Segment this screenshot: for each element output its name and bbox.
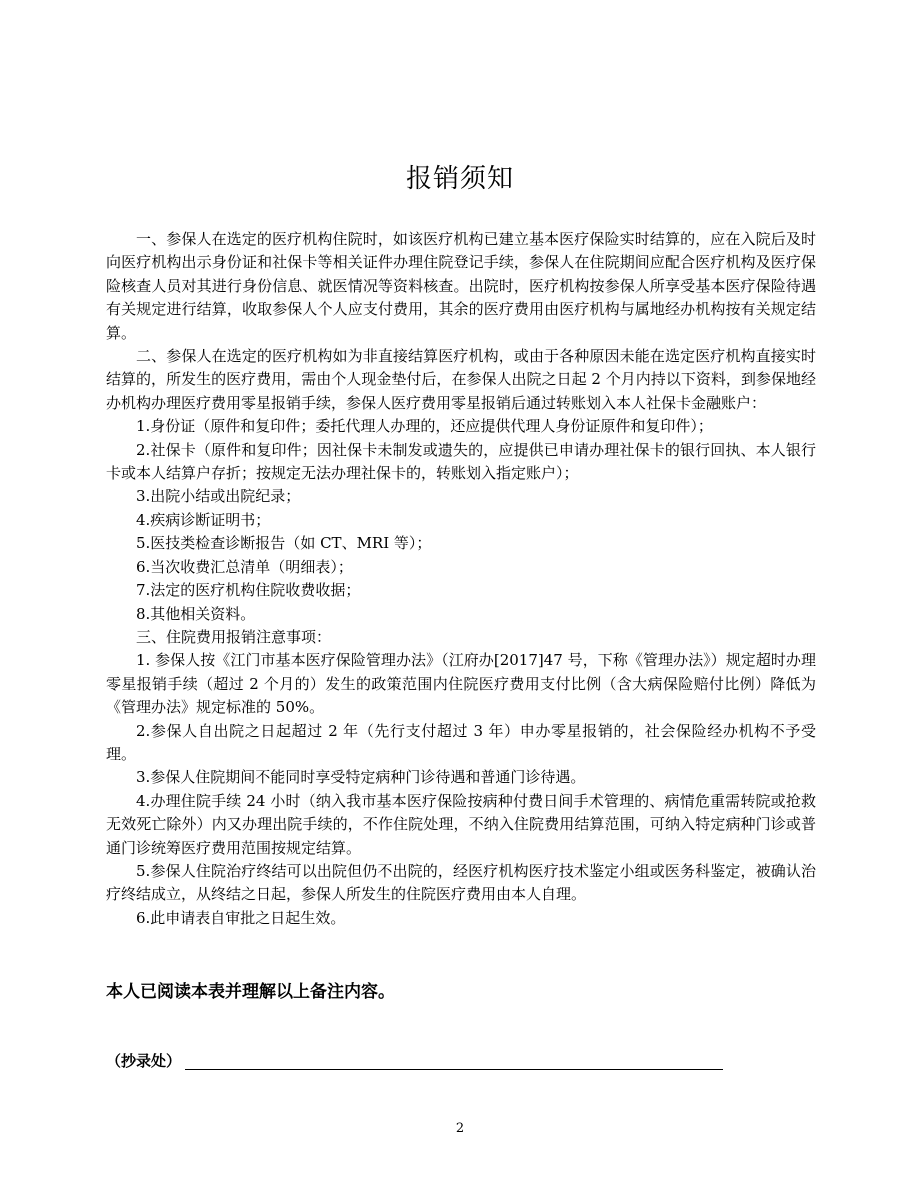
list-item: 8.其他相关资料。 [136,604,256,623]
list-item: 3.出院小结或出院纪录； [136,487,301,506]
list-item: 3.参保人住院期间不能同时享受特定病种门诊待遇和普通门诊待遇。 [136,768,586,787]
page-title: 报销须知 [405,164,514,194]
list-item: 2.参保人自出院之日起超过 2 年（先行支付超过 3 年）申办零星报销的，社会保险经办机构不予受理。 [106,721,816,763]
list-item: 1. 参保人按《江门市基本医疗保险管理办法》（江府办[2017]47 号，下称《管理办法》）规定超时办理零星报销手续（超过 2 个月的）发生的政策范围内住院医疗费用支付比例（含大病保险赔付比例）降低为《管理办法》规定标准的 50%。 [106,651,816,717]
section-heading: 三、住院费用报销注意事项： [136,627,332,646]
list-item: 1.身份证（原件和复印件；委托代理人办理的，还应提供代理人身份证原件和复印件）； [136,417,713,436]
list-item: 5.参保人住院治疗终结可以出院但仍不出院的，经医疗机构医疗技术鉴定小组或医务科鉴定，被确认治疗终结成立，从终结之日起，参保人所发生的住院医疗费用由本人自理。 [106,861,816,904]
list-item: 7.法定的医疗机构住院收费收据； [136,581,361,600]
page-number: 2 [455,1121,465,1136]
list-item: 4.办理住院手续 24 小时（纳入我市基本医疗保险按病种付费日间手术管理的、病情危重需转院或抢救无效死亡除外）内又办理出院手续的，不作住院处理，不纳入住院费用结算范围，可纳入特定病种门诊或普通门诊统筹医疗费用范围按规定结算。 [106,791,816,857]
list-item: 5.医技类检查诊断报告（如 CT、MRI 等）； [136,534,432,553]
paragraph: 一、参保人在选定的医疗机构住院时，如该医疗机构已建立基本医疗保险实时结算的，应在入院后及时向医疗机构出示身份证和社保卡等相关证件办理住院登记手续，参保人在住院期间应配合医疗机构及医疗保险核查人员对其进行身份信息、就医情况等资料核查。出院时，医疗机构按参保人所享受基本医疗保险待遇有关规定进行结算，收取参保人个人应支付费用，其余的医疗费用由医疗机构与属地经办机构按有关规定结算。 [106,230,816,342]
copy-underline-field[interactable] [185,1051,723,1070]
acknowledgement-statement: 本人已阅读本表并理解以上备注内容。 [106,982,395,1002]
copy-label: （抄录处） [106,1052,182,1070]
list-item: 4.疾病诊断证明书； [136,510,271,529]
notice-body [106,228,816,930]
list-item: 6.此申请表自审批之日起生效。 [136,908,346,927]
list-item: 2.社保卡（原件和复印件；因社保卡未制发或遗失的，应提供已申请办理社保卡的银行回执、本人银行卡或本人结算户存折；按规定无法办理社保卡的，转账划入指定账户）； [106,440,816,483]
copy-area [106,1046,746,1072]
paragraph: 二、参保人在选定的医疗机构如为非直接结算医疗机构，或由于各种原因未能在选定医疗机构直接实时结算的，所发生的医疗费用，需由个人现金垫付后，在参保人出院之日起 2 个月内持以下资料，到参保地经办机构办理医疗费用零星报销手续，参保人医疗费用零星报销后通过转账划入本人社保卡金融账户： [106,347,816,412]
list-item: 6.当次收费汇总清单（明细表）； [136,557,353,576]
